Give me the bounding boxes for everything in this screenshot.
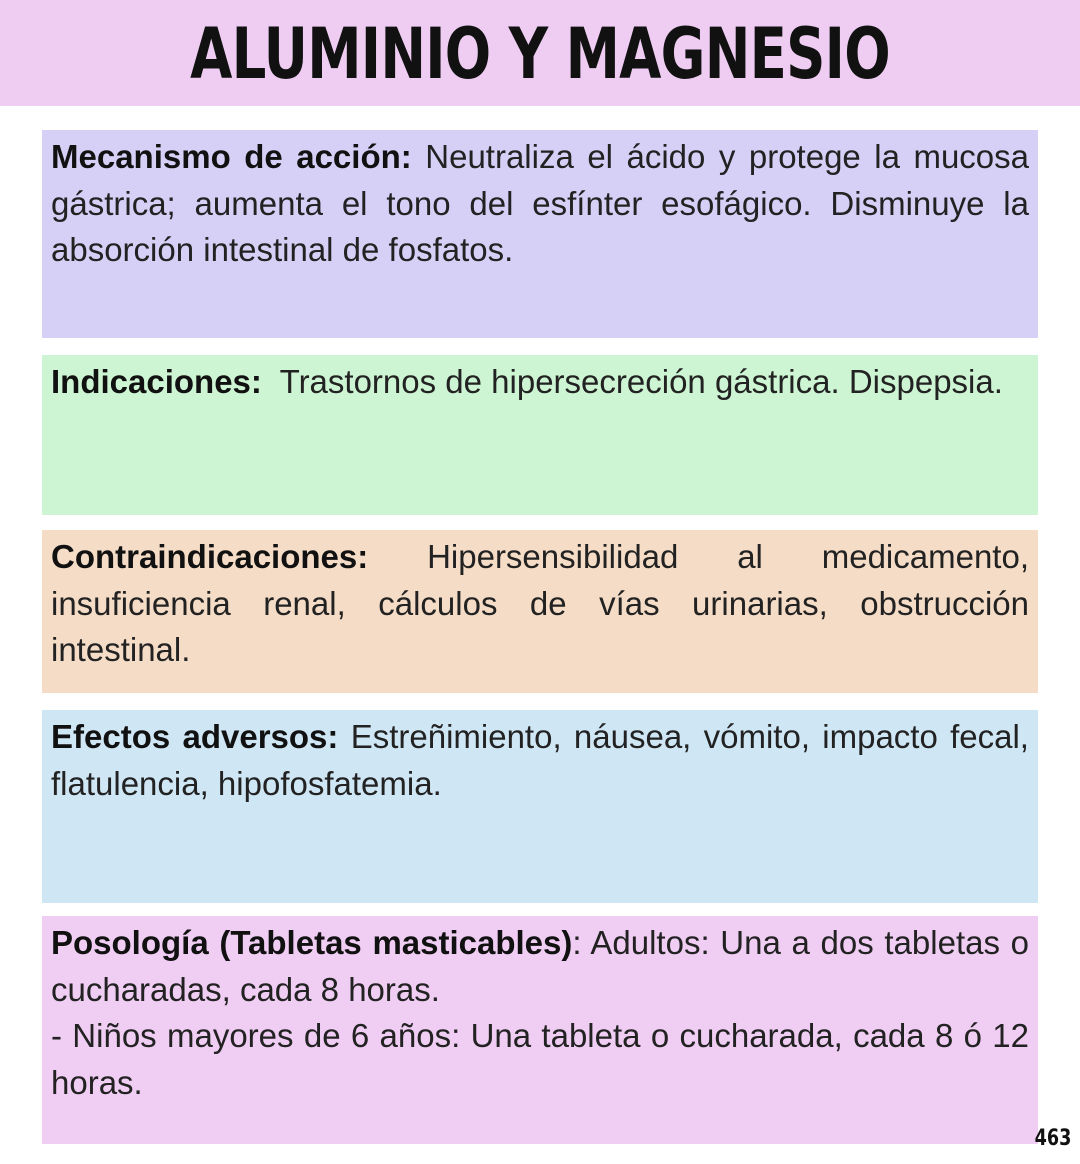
section-text: Neutraliza el ácido y protege la mucosa gástrica; aumenta el tono del esfínter esofágico. Disminuye la absorción intestinal de fosfatos. <box>51 138 1030 268</box>
section-posologia <box>42 916 1038 1144</box>
section-contraindicaciones <box>42 530 1038 693</box>
section-mecanismo <box>42 130 1038 338</box>
section-text: Hipersensibilidad al medicamento, insuficiencia renal, cálculos de vías urinarias, obstrucción intestinal. <box>51 538 1029 668</box>
section-label: Contraindicaciones: <box>51 538 369 575</box>
section-efectos-adversos <box>42 710 1038 903</box>
section-label: Efectos adversos: <box>51 718 339 755</box>
section-text: Trastornos de hipersecreción gástrica. Dispepsia. <box>261 363 1003 400</box>
section-text-children: - Niños mayores de 6 años: Una tableta o cucharada, cada 8 ó 12 horas. <box>51 1017 1029 1101</box>
section-text: : Adultos: Una a dos tabletas o cucharadas, cada 8 horas. <box>51 924 1029 1008</box>
page-number: 463 <box>1034 1126 1072 1151</box>
section-label: Posología (Tabletas masticables) <box>51 924 573 961</box>
section-text: Estreñimiento, náusea, vómito, impacto fecal, flatulencia, hipofosfatemia. <box>51 718 1029 802</box>
page-title: ALUMINIO Y MAGNESIO <box>190 13 890 95</box>
section-label: Mecanismo de acción: <box>51 138 412 175</box>
section-label: Indicaciones: <box>51 363 262 400</box>
section-indicaciones <box>42 355 1038 515</box>
